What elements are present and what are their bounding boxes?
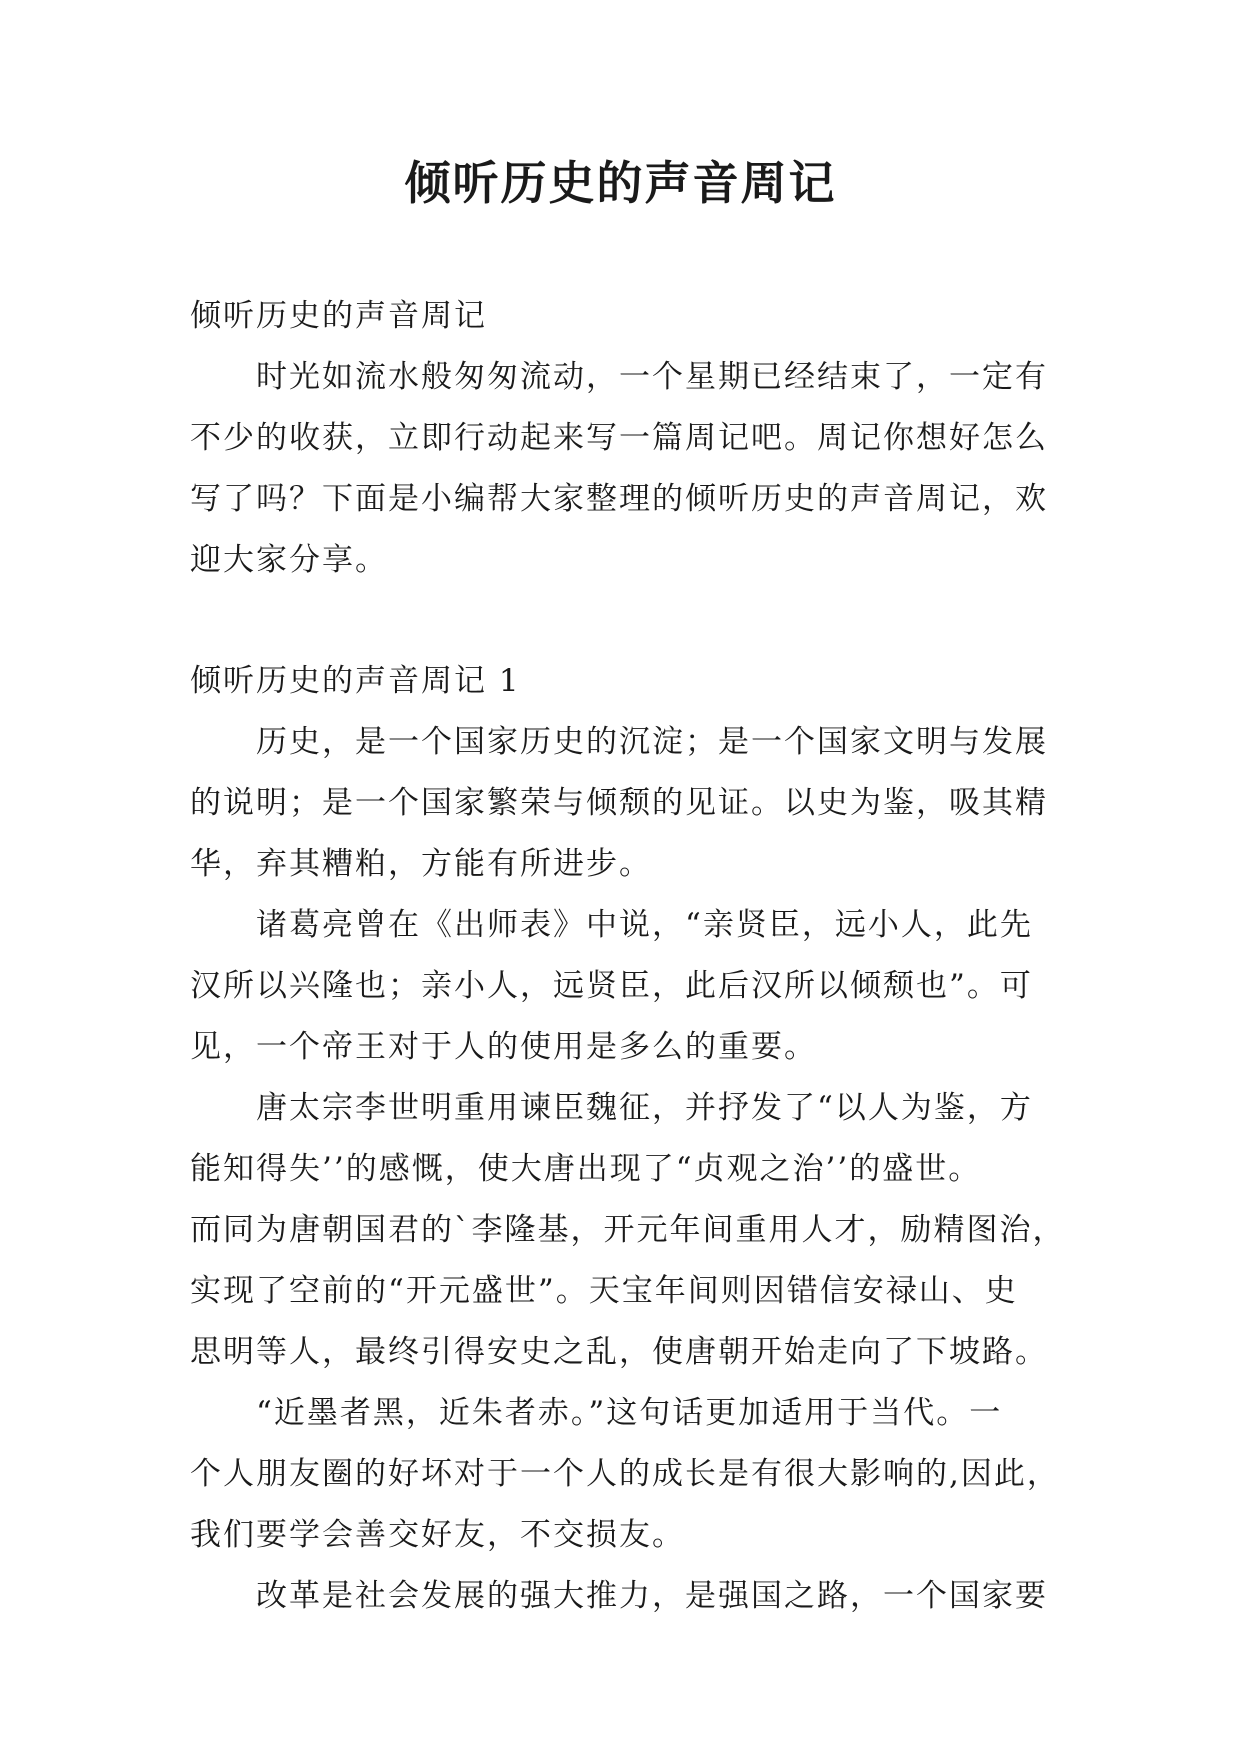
paragraph-line: 华，弃其糟粕，方能有所进步。: [190, 846, 652, 882]
paragraph-line: 见，一个帝王对于人的使用是多么的重要。: [190, 1029, 817, 1065]
intro-line: 迎大家分享。: [190, 542, 388, 578]
intro-line: 不少的收获，立即行动起来写一篇周记吧。周记你想好怎么: [190, 420, 1048, 456]
paragraph-line: 思明等人，最终引得安史之乱，使唐朝开始走向了下坡路。: [190, 1334, 1048, 1370]
paragraph-line: 汉所以兴隆也；亲小人，远贤臣，此后汉所以倾颓也”。可: [190, 968, 1033, 1004]
paragraph-line: “近墨者黑，近朱者赤。”这句话更加适用于当代。一: [190, 1395, 1003, 1431]
paragraph-line: 实现了空前的“开元盛世”。天宝年间则因错信安禄山、史: [190, 1273, 1018, 1309]
document-title: 倾听历史的声音周记: [404, 156, 837, 210]
section-heading: 倾听历史的声音周记 1: [190, 663, 521, 699]
paragraph-line: 改革是社会发展的强大推力，是强国之路，一个国家要: [190, 1578, 1048, 1614]
paragraph-line: 唐太宗李世明重用谏臣魏征，并抒发了“以人为鉴，方: [190, 1090, 1033, 1126]
paragraph-line: 诸葛亮曾在《出师表》中说，“亲贤臣，远小人，此先: [190, 907, 1033, 943]
document-body: [190, 286, 1066, 1627]
intro-line: 写了吗？下面是小编帮大家整理的倾听历史的声音周记，欢: [190, 481, 1048, 517]
section-spacer: [190, 591, 1052, 651]
paragraph-line: 而同为唐朝国君的`李隆基，开元年间重用人才，励精图治，: [190, 1212, 1066, 1248]
intro-line: 时光如流水般匆匆流动，一个星期已经结束了，一定有: [190, 359, 1048, 395]
paragraph-line: 个人朋友圈的好坏对于一个人的成长是有很大影响的,因此，: [190, 1456, 1060, 1492]
paragraph-line: 历史，是一个国家历史的沉淀；是一个国家文明与发展: [190, 724, 1048, 760]
subtitle-line: 倾听历史的声音周记: [190, 298, 487, 334]
paragraph-line: 的说明；是一个国家繁荣与倾颓的见证。以史为鉴，吸其精: [190, 785, 1048, 821]
paragraph-line: 我们要学会善交好友，不交损友。: [190, 1517, 685, 1553]
paragraph-line: 能知得失’’的感慨，使大唐出现了“贞观之治’’的盛世。: [190, 1151, 982, 1187]
